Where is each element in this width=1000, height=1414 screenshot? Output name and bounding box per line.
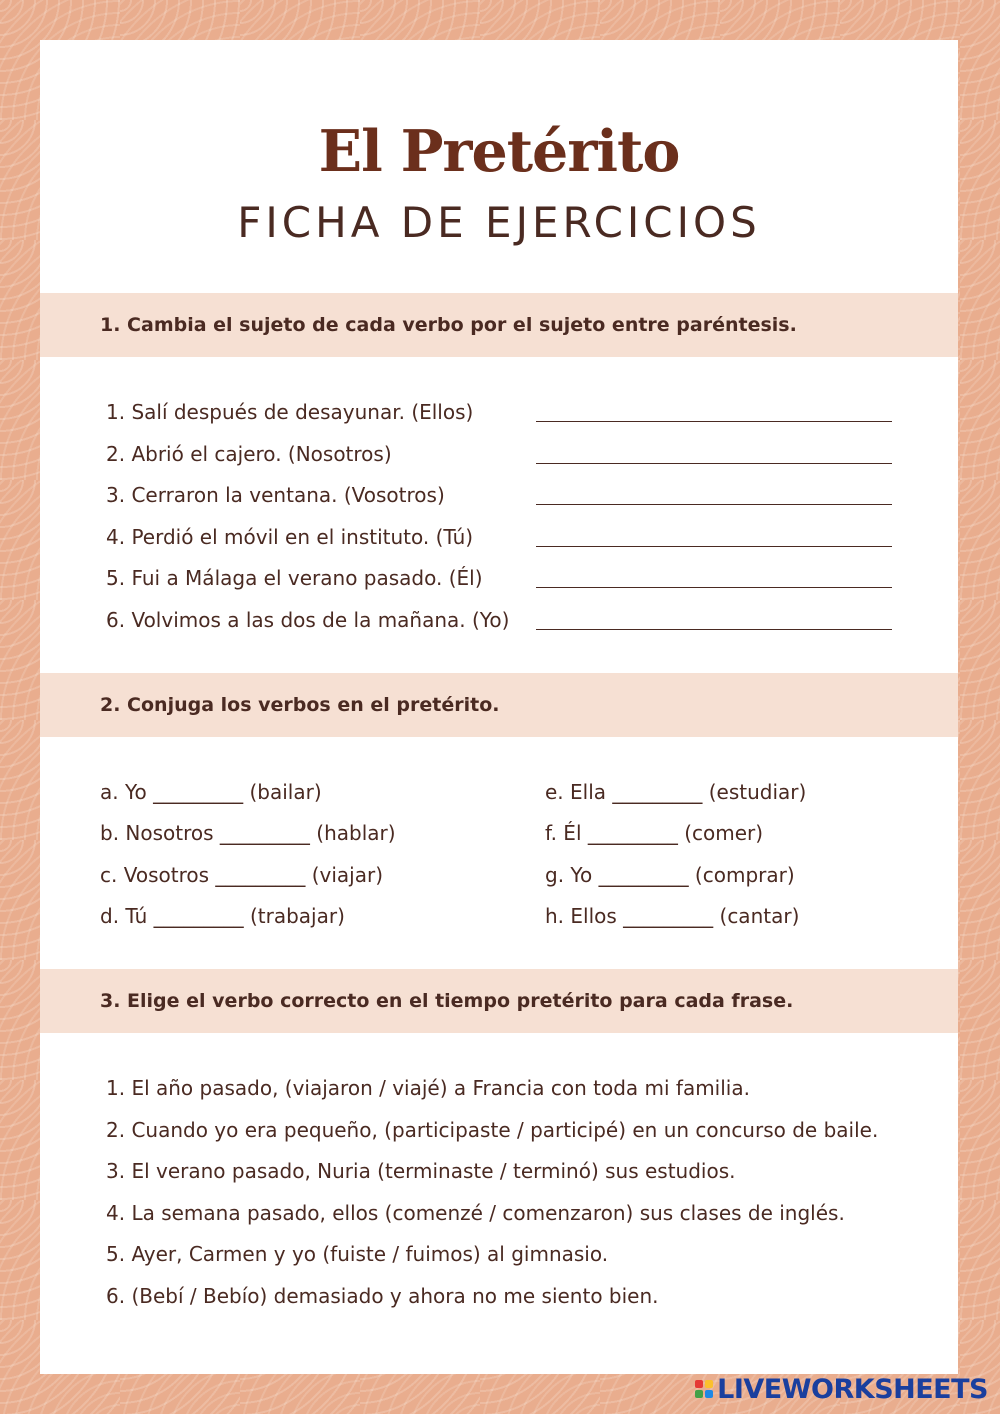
choice-item[interactable]: 3. El verano pasado, Nuria (terminaste / terminó) sus estudios.: [106, 1159, 736, 1183]
conjugation-item[interactable]: a. Yo _________ (bailar): [100, 780, 322, 804]
section-1-heading: 1. Cambia el sujeto de cada verbo por el sujeto entre paréntesis.: [100, 314, 797, 336]
choice-item[interactable]: 6. (Bebí / Bebío) demasiado y ahora no me siento bien.: [106, 1284, 659, 1308]
answer-blank-6[interactable]: [536, 629, 892, 630]
choice-item[interactable]: 5. Ayer, Carmen y yo (fuiste / fuimos) al gimnasio.: [106, 1242, 609, 1266]
conjugation-item[interactable]: c. Vosotros _________ (viajar): [100, 863, 384, 887]
conjugation-item[interactable]: d. Tú _________ (trabajar): [100, 904, 345, 928]
answer-blank-2[interactable]: [536, 463, 892, 464]
logo-square: [695, 1380, 703, 1388]
liveworksheets-logo[interactable]: [695, 1374, 988, 1404]
choice-item[interactable]: 4. La semana pasado, ellos (comenzé / comenzaron) sus clases de inglés.: [106, 1201, 845, 1225]
exercise-1-item: 5. Fui a Málaga el verano pasado. (Él): [106, 566, 483, 590]
worksheet-page: [40, 40, 958, 1374]
exercise-1-item: 1. Salí después de desayunar. (Ellos): [106, 400, 474, 424]
conjugation-item[interactable]: e. Ella _________ (estudiar): [545, 780, 807, 804]
section-2-header: [40, 673, 958, 737]
logo-square: [705, 1390, 713, 1398]
exercise-1-item: 4. Perdió el móvil en el instituto. (Tú): [106, 525, 474, 549]
conjugation-item[interactable]: h. Ellos _________ (cantar): [545, 904, 800, 928]
answer-blank-3[interactable]: [536, 504, 892, 505]
answer-blank-5[interactable]: [536, 587, 892, 588]
page-title: El Pretérito: [318, 118, 680, 185]
section-3-heading: 3. Elige el verbo correcto en el tiempo pretérito para cada frase.: [100, 990, 794, 1012]
choice-item[interactable]: 1. El año pasado, (viajaron / viajé) a Francia con toda mi familia.: [106, 1076, 750, 1100]
conjugation-item[interactable]: g. Yo _________ (comprar): [545, 863, 795, 887]
section-1-header: [40, 293, 958, 357]
logo-text: LIVEWORKSHEETS: [717, 1373, 988, 1405]
exercise-1-item: 3. Cerraron la ventana. (Vosotros): [106, 483, 445, 507]
answer-blank-4[interactable]: [536, 546, 892, 547]
exercise-1-item: 2. Abrió el cajero. (Nosotros): [106, 442, 392, 466]
conjugation-item[interactable]: f. Él _________ (comer): [545, 821, 764, 845]
answer-blank-1[interactable]: [536, 421, 892, 422]
logo-square: [695, 1390, 703, 1398]
section-3-header: [40, 969, 958, 1033]
exercise-1-item: 6. Volvimos a las dos de la mañana. (Yo): [106, 608, 510, 632]
page-subtitle: FICHA DE EJERCICIOS: [237, 198, 761, 247]
logo-square: [705, 1380, 713, 1388]
logo-squares-icon: [695, 1380, 713, 1398]
section-2-heading: 2. Conjuga los verbos en el pretérito.: [100, 694, 500, 716]
choice-item[interactable]: 2. Cuando yo era pequeño, (participaste / participé) en un concurso de baile.: [106, 1118, 879, 1142]
conjugation-item[interactable]: b. Nosotros _________ (hablar): [100, 821, 396, 845]
